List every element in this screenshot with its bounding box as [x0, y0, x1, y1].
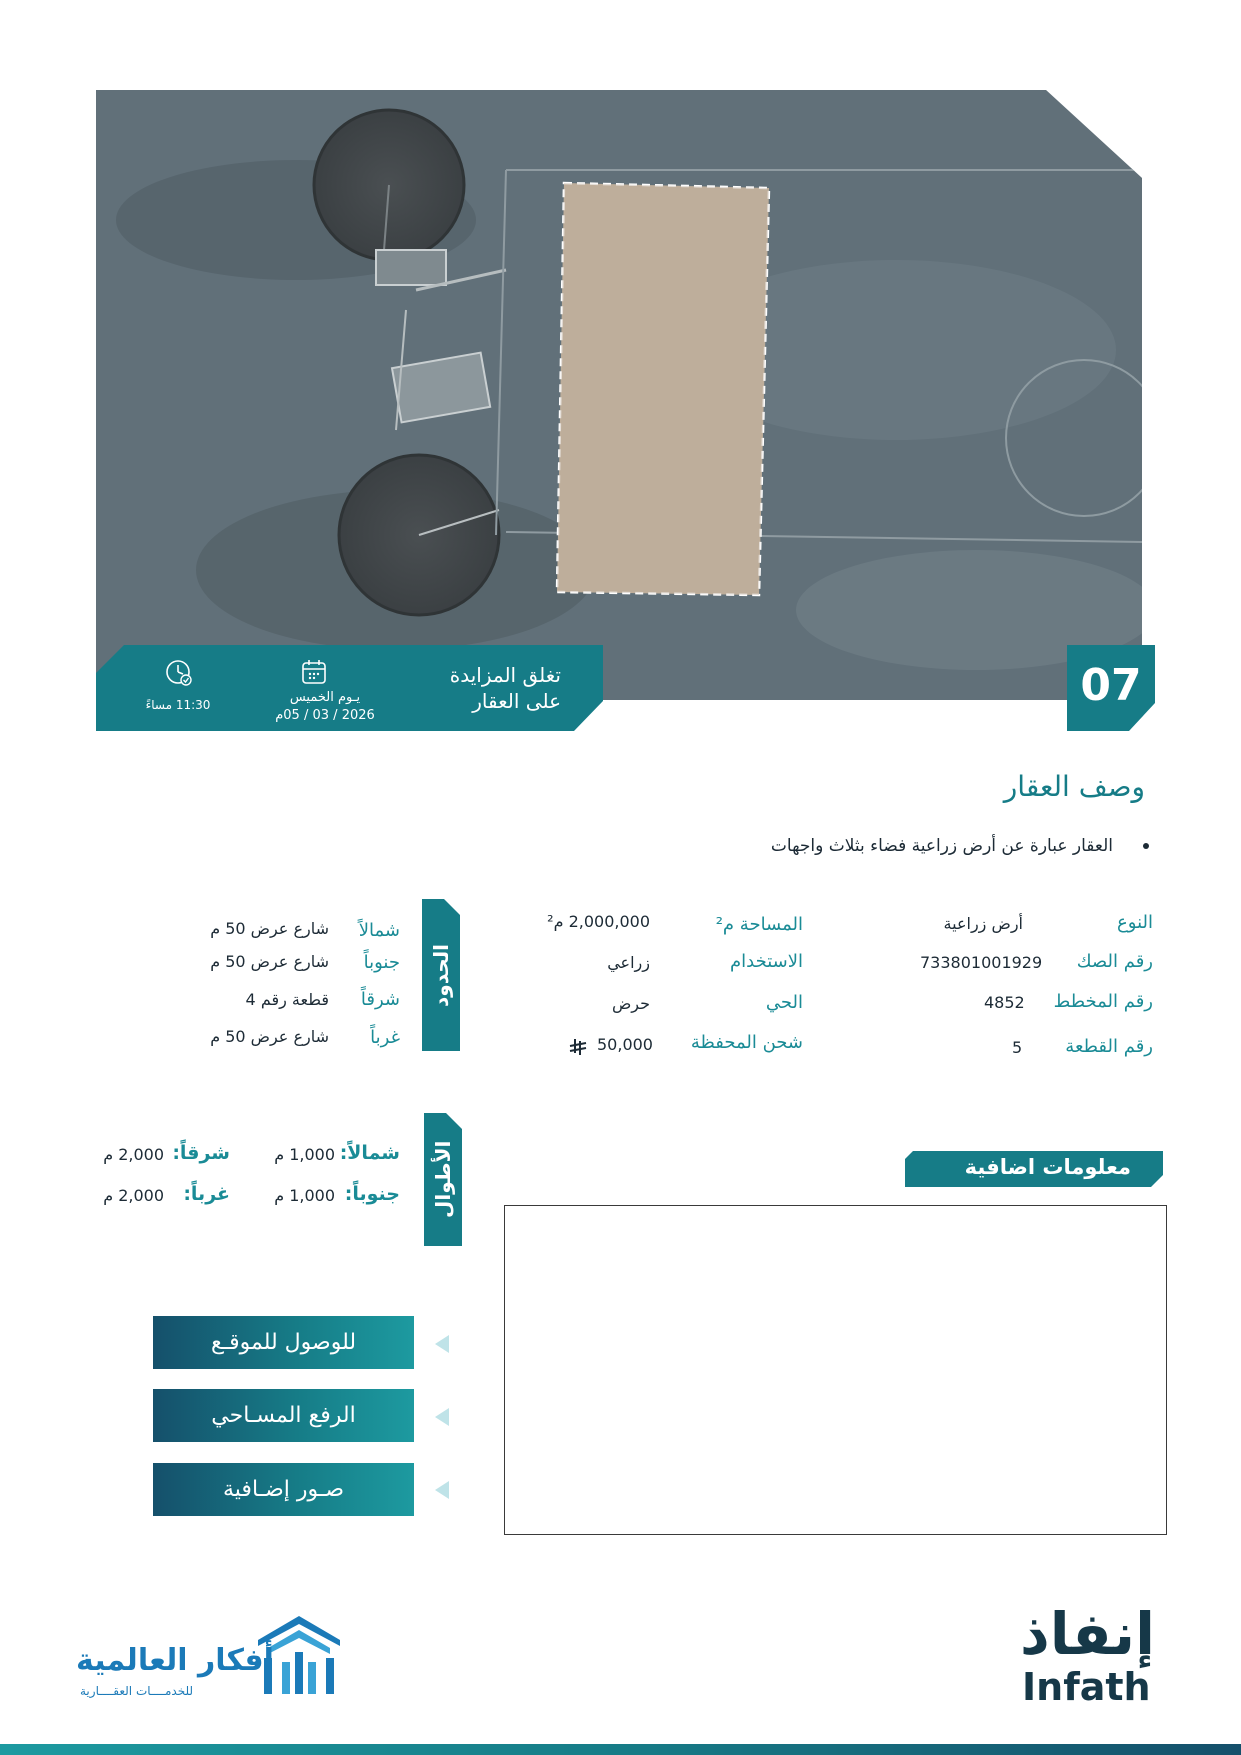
- auction-title-line2: على العقار: [472, 689, 561, 713]
- triangle-pointer-icon: [435, 1335, 449, 1353]
- afkar-logo-subtitle: للخدمــــات العقــــارية: [80, 1684, 194, 1698]
- footer-bar: [0, 1744, 1241, 1755]
- afkar-logo-name: أفكار العالمية: [76, 1643, 274, 1678]
- infath-logo-arabic: إنفاذ: [1020, 1600, 1155, 1668]
- length-north-label: شمالاً:: [339, 1142, 400, 1164]
- triangle-pointer-icon: [435, 1481, 449, 1499]
- type-label: النوع: [1117, 912, 1153, 933]
- auction-time: 11:30 مساءً: [145, 698, 211, 712]
- property-description: العقار عبارة عن أرض زراعية فضاء بثلاث واجهات: [770, 836, 1113, 856]
- section-title: وصف العقار: [1003, 770, 1145, 803]
- bullet-dot: [1143, 843, 1149, 849]
- location-link-button[interactable]: للوصول للموقـع: [153, 1316, 414, 1369]
- extra-info-box: [504, 1205, 1167, 1535]
- length-east-value: 2,000 م: [103, 1145, 164, 1164]
- district-value: حرض: [611, 994, 650, 1013]
- type-value: أرض زراعية: [943, 914, 1023, 933]
- boundary-west-value: شارع عرض 50 م: [210, 1027, 329, 1046]
- property-number: 07: [1080, 660, 1142, 711]
- length-south-value: 1,000 م: [274, 1186, 335, 1205]
- deed-label: رقم الصك: [1076, 951, 1153, 972]
- clock-icon: [164, 658, 194, 688]
- area-label: المساحة م²: [715, 914, 803, 935]
- triangle-pointer-icon: [435, 1408, 449, 1426]
- auction-day: يـوم الخميس: [289, 690, 361, 705]
- survey-link-button[interactable]: الرفع المسـاحي: [153, 1389, 414, 1442]
- infath-logo-english: Infath: [1022, 1665, 1151, 1709]
- extra-photos-link-button[interactable]: صـور إضـافية: [153, 1463, 414, 1516]
- plan-label: رقم المخطط: [1053, 991, 1153, 1012]
- extra-info-title: معلومات اضافية: [964, 1155, 1131, 1179]
- riyal-icon: [568, 1037, 588, 1057]
- wallet-label: شحن المحفظة: [690, 1032, 803, 1053]
- auction-title-line1: تغلق المزايدة: [449, 663, 561, 687]
- boundary-east-value: قطعة رقم 4: [245, 990, 329, 1009]
- usage-value: زراعي: [607, 953, 650, 972]
- auction-date: 2026 / 03 / 05م: [275, 708, 375, 723]
- boundary-west-label: غرباً: [370, 1027, 400, 1048]
- district-label: الحي: [765, 992, 803, 1013]
- length-east-label: شرقاً:: [172, 1142, 230, 1164]
- length-north-value: 1,000 م: [274, 1145, 335, 1164]
- usage-label: الاستخدام: [730, 951, 803, 972]
- length-west-label: غرباً:: [183, 1183, 230, 1205]
- boundary-east-label: شرقاً: [360, 989, 400, 1010]
- boundaries-tab-label: الحدود: [429, 943, 453, 1007]
- plan-value: 4852: [984, 993, 1025, 1012]
- plot-label: رقم القطعة: [1065, 1036, 1153, 1057]
- wallet-value: 50,000: [597, 1035, 653, 1054]
- calendar-icon: [300, 658, 328, 686]
- boundary-north-label: شمالاً: [358, 920, 400, 941]
- lengths-tab-label: الأطوال: [431, 1140, 455, 1219]
- boundary-north-value: شارع عرض 50 م: [210, 919, 329, 938]
- length-west-value: 2,000 م: [103, 1186, 164, 1205]
- area-value: 2,000,000 م²: [547, 912, 650, 931]
- boundary-south-label: جنوباً: [363, 952, 400, 973]
- length-south-label: جنوباً:: [344, 1183, 400, 1205]
- satellite-image: [96, 90, 1142, 700]
- auction-close-title: [450, 662, 561, 714]
- plot-value: 5: [1012, 1038, 1023, 1057]
- deed-value: 733801001929: [920, 953, 1043, 972]
- boundary-south-value: شارع عرض 50 م: [210, 952, 329, 971]
